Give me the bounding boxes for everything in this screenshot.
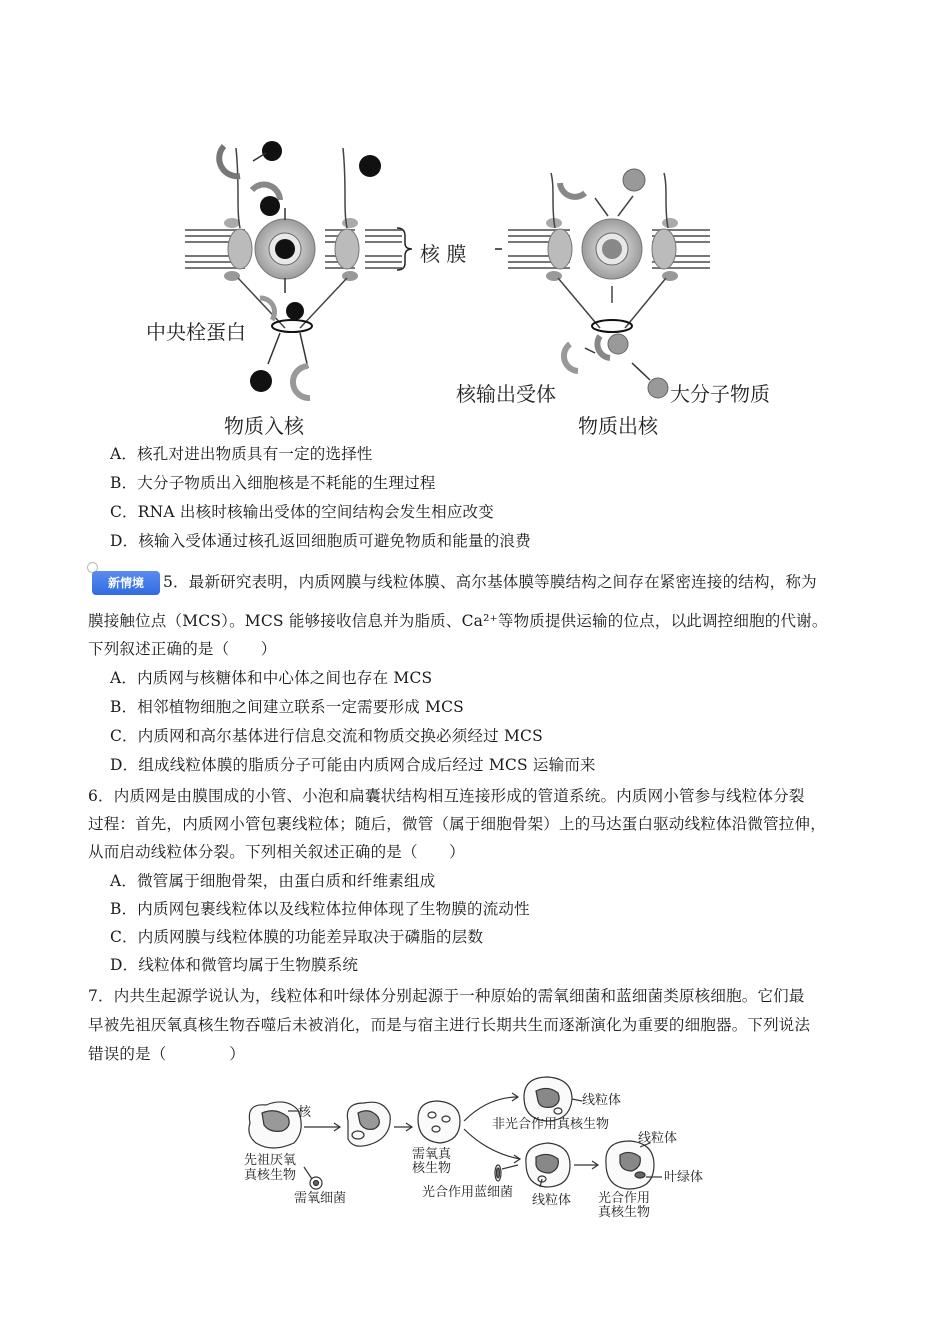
aerobic-euk-label-2: 核生物 xyxy=(412,1161,452,1176)
aerobic-euk-label-1: 需氧真 xyxy=(412,1147,452,1162)
ancestor-label-1: 先祖厌氧 xyxy=(244,1153,297,1168)
mito-right-label: 线粒体 xyxy=(638,1131,678,1146)
q5-option-c: C．内质网和高尔基体进行信息交流和物质交换必须经过 MCS xyxy=(110,727,543,745)
q5-option-b: B．相邻植物细胞之间建立联系一定需要形成 MCS xyxy=(110,698,464,716)
q5-stem-line-2: 膜接触位点（MCS）。MCS 能够接收信息并为脂质、Ca²⁺等物质提供运输的位点，以此调控细胞的代谢。 xyxy=(88,612,828,630)
q6-option-a: A．微管属于细胞骨架，由蛋白质和纤维素组成 xyxy=(110,872,436,890)
nonphoto-label: 非光合作用真核生物 xyxy=(492,1117,610,1132)
q5-stem-line-1: 5．最新研究表明，内质网膜与线粒体膜、高尔基体膜等膜结构之间存在紧密连接的结构，称为 xyxy=(163,573,817,591)
mito-top-label: 线粒体 xyxy=(582,1093,622,1108)
aerobic-bacteria-label: 需氧细菌 xyxy=(294,1191,347,1206)
right-pores xyxy=(546,218,678,281)
q5-stem-line-3: 下列叙述正确的是（ ） xyxy=(88,640,277,658)
q4-option-b: B．大分子物质出入细胞核是不耗能的生理过程 xyxy=(110,474,436,492)
q7-stem-line-2: 早被先祖厌氧真核生物吞噬后未被消化，而是与宿主进行长期共生而逐渐演化为重要的细胞器。下列说法 xyxy=(88,1016,811,1034)
left-pores xyxy=(224,218,359,281)
q5-option-d: D．组成线粒体膜的脂质分子可能由内质网合成后经过 MCS 运输而来 xyxy=(110,756,596,774)
nuclear-pore-figure xyxy=(140,128,820,438)
q5-option-a: A．内质网与核糖体和中心体之间也存在 MCS xyxy=(110,669,433,687)
export-cargo xyxy=(560,169,668,398)
q6-stem-line-3: 从而启动线粒体分裂。下列相关叙述正确的是（ ） xyxy=(88,843,465,861)
q6-option-c: C．内质网膜与线粒体膜的功能差异取决于磷脂的层数 xyxy=(110,928,484,946)
q4-option-a: A．核孔对进出物质具有一定的选择性 xyxy=(110,445,373,463)
import-caption: 物质入核 xyxy=(224,414,304,438)
ancestor-label-2: 真核生物 xyxy=(244,1168,297,1183)
export-receptor-label: 核输出受体 xyxy=(456,382,556,406)
q4-option-c: C．RNA 出核时核输出受体的空间结构会发生相应改变 xyxy=(110,503,494,521)
q6-option-b: B．内质网包裹线粒体以及线粒体拉伸体现了生物膜的流动性 xyxy=(110,900,530,918)
new-context-badge: 新情境 xyxy=(92,571,160,595)
photo-euk-label-2: 真核生物 xyxy=(598,1205,651,1220)
q6-stem-line-2: 过程：首先，内质网小管包裹线粒体；随后，微管（属于细胞骨架）上的马达蛋白驱动线粒体沿微管拉伸， xyxy=(88,815,826,833)
central-plug-label: 中央栓蛋白 xyxy=(146,320,246,344)
q6-stem-line-1: 6．内质网是由膜围成的小管、小泡和扁囊状结构相互连接形成的管道系统。内质网小管参与线粒体分裂 xyxy=(88,787,805,805)
q6-option-d: D．线粒体和微管均属于生物膜系统 xyxy=(110,956,359,974)
photo-euk-label-1: 光合作用 xyxy=(598,1191,651,1206)
q4-option-d: D．核输入受体通过核孔返回细胞质可避免物质和能量的浪费 xyxy=(110,532,531,550)
q7-stem-line-1: 7．内共生起源学说认为，线粒体和叶绿体分别起源于一种原始的需氧细菌和蓝细菌类原核细胞。它们最 xyxy=(88,987,805,1005)
mito-bottom-label: 线粒体 xyxy=(532,1193,572,1208)
export-caption: 物质出核 xyxy=(578,414,658,438)
cyanobacteria-label: 光合作用蓝细菌 xyxy=(422,1185,514,1200)
endosymbiosis-figure xyxy=(236,1075,716,1225)
nuclear-membrane-label: 核 膜 xyxy=(420,242,467,266)
q7-stem-line-3: 错误的是（ ） xyxy=(88,1045,246,1063)
chloroplast-label: 叶绿体 xyxy=(664,1170,704,1185)
nucleus-label: 核 xyxy=(298,1105,312,1120)
macromolecule-label: 大分子物质 xyxy=(670,382,770,406)
